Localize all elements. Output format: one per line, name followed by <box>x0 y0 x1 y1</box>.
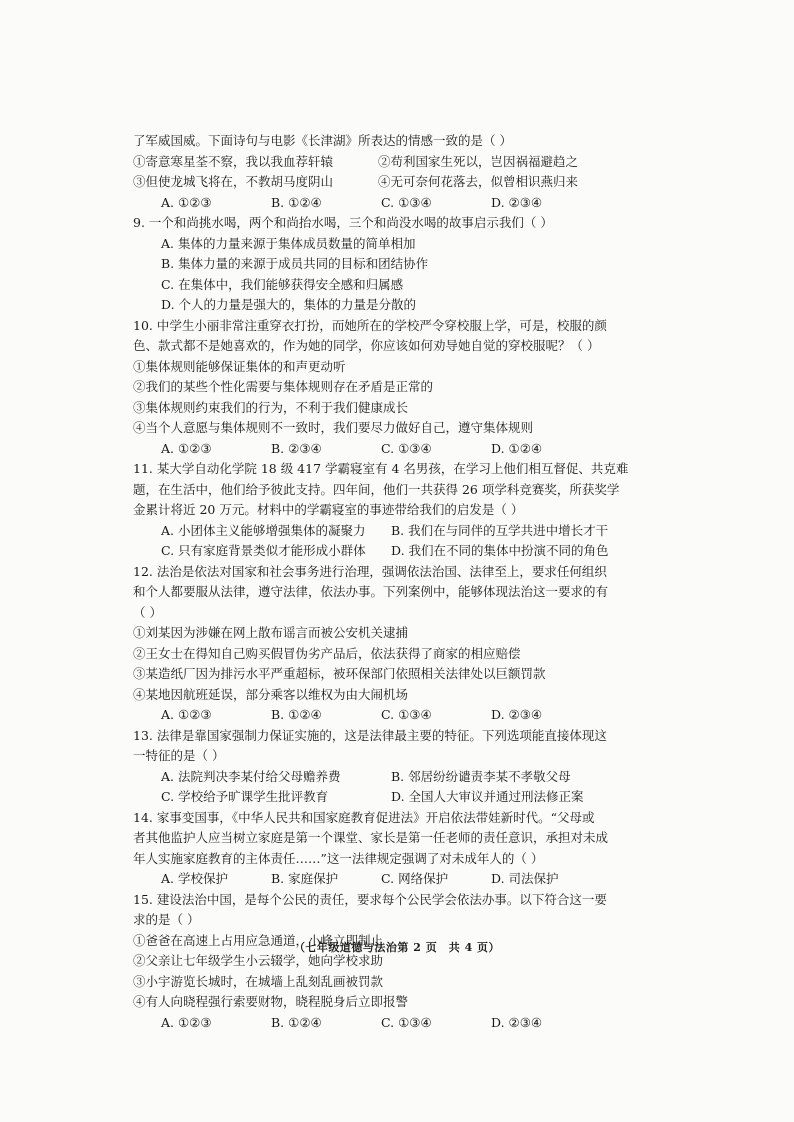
q15-option-a[interactable]: A. ①②③ <box>161 1014 212 1030</box>
q8-option-b[interactable]: B. ①②④ <box>271 194 322 210</box>
q14-stem-line2: 者其他监护人应当树立家庭是第一个课堂、家长是第一任老师的责任意识，承担对未成 <box>133 830 609 845</box>
q8-items-row1 <box>133 152 663 173</box>
q14-option-c[interactable]: C. 网络保护 <box>381 871 449 886</box>
q9-option-b[interactable]: B. 集体力量的来源于成员共同的目标和团结协作 <box>161 256 429 271</box>
q15-option-c[interactable]: C. ①③④ <box>381 1014 432 1030</box>
q14-stem-line3: 年人实施家庭教育的主体责任……”这一法律规定强调了对未成年人的（ ） <box>133 850 544 866</box>
q15-option-d[interactable]: D. ②③④ <box>491 1014 543 1030</box>
q10-stem-line1: 10. 中学生小丽非常注重穿衣打扮，而她所在的学校严令穿校服上学，可是，校服的颜 <box>133 317 607 333</box>
q12-option-d[interactable]: D. ②③④ <box>491 707 543 722</box>
q11-options-row2 <box>133 541 663 562</box>
q15-item-1: ①爸爸在高速上占用应急通道，小峰立即制止 <box>133 932 384 948</box>
q10-stem-line2: 色、款式都不是她喜欢的，作为她的同学，你应该如何劝导她自觉的穿校服呢？（ ） <box>133 338 600 353</box>
q11-options-row1 <box>133 521 663 542</box>
q9-stem: 9. 一个和尚挑水喝，两个和尚抬水喝，三个和尚没水喝的故事启示我们（ ） <box>133 215 553 230</box>
q15-options <box>133 1013 663 1034</box>
q10-item-2: ②我们的某些个性化需要与集体规则存在矛盾是正常的 <box>133 379 434 394</box>
q8-item-1: ①寄意寒星荃不察，我以我血荐轩辕 <box>133 153 334 169</box>
q13-option-c[interactable]: C. 学校给予旷课学生批评教育 <box>161 789 329 804</box>
q10-options <box>133 439 663 460</box>
q14-option-d[interactable]: D. 司法保护 <box>491 871 559 886</box>
q11-stem-line1: 11. 某大学自动化学院 18 级 417 学霸寝室有 4 名男孩，在学习上他们相互督促、共克难 <box>133 461 629 476</box>
q10-item-4: ④当个人意愿与集体规则不一致时，我们要尽力做好自己，遵守集体规则 <box>133 420 534 435</box>
q12-item-2: ②王女士在得知自己购买假冒伪劣产品后，依法获得了商家的相应赔偿 <box>133 645 521 661</box>
q8-stem: 了军威国威。下面诗句与电影《长津湖》所表达的情感一致的是（ ） <box>133 133 512 148</box>
q12-item-3: ③某造纸厂因为排污水平严重超标，被环保部门依照相关法律处以巨额罚款 <box>133 666 546 681</box>
q13-options-row1 <box>133 767 663 788</box>
q8-options <box>133 193 663 214</box>
q12-stem-line3: （ ） <box>133 604 162 620</box>
q15-option-b[interactable]: B. ①②④ <box>271 1014 322 1030</box>
q10-item-1: ①集体规则能够保证集体的和声更动听 <box>133 358 346 374</box>
q10-item-3: ③集体规则约束我们的行为，不利于我们健康成长 <box>133 399 409 415</box>
q9-option-d[interactable]: D. 个人的力量是强大的，集体的力量是分散的 <box>161 297 417 312</box>
q11-option-b[interactable]: B. 我们在与同伴的互学共进中增长才干 <box>391 522 609 538</box>
q14-option-a[interactable]: A. 学校保护 <box>161 871 228 886</box>
q15-stem-line2: 求的是（ ） <box>133 912 200 927</box>
q11-option-a[interactable]: A. 小团体主义能够增强集体的凝聚力 <box>161 522 366 538</box>
q13-option-d[interactable]: D. 全国人大审议并通过刑法修正案 <box>391 789 584 804</box>
q12-option-b[interactable]: B. ①②④ <box>271 707 322 722</box>
q8-item-4: ④无可奈何花落去，似曾相识燕归来 <box>378 174 579 189</box>
q15-stem-line1: 15. 建设法治中国，是每个公民的责任，要求每个公民学会依法办事。以下符合这一要 <box>133 891 607 907</box>
q15-item-4: ④有人向晓程强行索要财物，晓程脱身后立即报警 <box>133 994 409 1009</box>
q8-option-d[interactable]: D. ②③④ <box>491 194 543 210</box>
q13-option-b[interactable]: B. 邻居纷纷谴责李某不孝敬父母 <box>391 768 571 784</box>
q8-item-3: ③但使龙城飞将在，不教胡马度阴山 <box>133 174 334 189</box>
q12-option-a[interactable]: A. ①②③ <box>161 707 212 722</box>
q12-item-1: ①刘某因为涉嫌在网上散布谣言而被公安机关逮捕 <box>133 625 409 640</box>
q14-stem-line1: 14. 家事变国事，《中华人民共和国家庭教育促进法》开启依法带娃新时代。“父母或 <box>133 809 595 825</box>
q13-stem-line1: 13. 法律是靠国家强制力保证实施的，这是法律最主要的特征。下列选项能直接体现这 <box>133 727 607 743</box>
q15-item-2: ②父亲让七年级学生小云辍学，她向学校求助 <box>133 953 384 968</box>
q8-option-a[interactable]: A. ①②③ <box>161 194 212 210</box>
q15-item-3: ③小宇游览长城时，在城墙上乱刻乱画被罚款 <box>133 973 384 989</box>
q10-option-d[interactable]: D. ①②④ <box>491 440 543 456</box>
q12-item-4: ④某地因航班延误，部分乘客以维权为由大闹机场 <box>133 686 409 702</box>
q8-option-c[interactable]: C. ①③④ <box>381 194 432 210</box>
q13-options-row2 <box>133 787 663 808</box>
q14-option-b[interactable]: B. 家庭保护 <box>271 871 339 886</box>
q10-option-a[interactable]: A. ①②③ <box>161 440 212 456</box>
q12-stem-line1: 12. 法治是依法对国家和社会事务进行治理，强调依法治国、法律至上，要求任何组织 <box>133 563 607 579</box>
q12-stem-line2: 和个人都要服从法律，遵守法律，依法办事。下列案例中，能够体现法治这一要求的有 <box>133 584 609 599</box>
q10-option-b[interactable]: B. ②③④ <box>271 440 322 456</box>
q11-stem-line3: 金累计将近 20 万元。材料中的学霸寝室的事迹带给我们的启发是（ ） <box>133 502 524 517</box>
q13-stem-line2: 一特征的是（ ） <box>133 748 225 763</box>
q11-option-d[interactable]: D. 我们在不同的集体中扮演不同的角色 <box>391 543 609 558</box>
q8-items-row2 <box>133 172 663 193</box>
q9-option-c[interactable]: C. 在集体中，我们能够获得安全感和归属感 <box>161 276 404 292</box>
q13-option-a[interactable]: A. 法院判决李某付给父母赡养费 <box>161 768 341 784</box>
q14-options <box>133 869 663 890</box>
q9-option-a[interactable]: A. 集体的力量来源于集体成员数量的简单相加 <box>161 235 416 251</box>
page-footer: （七年级道德与法治第 2 页 共 4 页） <box>293 941 501 954</box>
q10-option-c[interactable]: C. ①③④ <box>381 440 432 456</box>
q11-stem-line2: 题，在生活中，他们给予彼此支持。四年间，他们一共获得 26 项学科竞赛奖，所获奖学 <box>133 481 620 497</box>
question-content <box>133 131 663 1033</box>
q11-option-c[interactable]: C. 只有家庭背景类似才能形成小群体 <box>161 543 366 558</box>
q12-option-c[interactable]: C. ①③④ <box>381 707 432 722</box>
q8-item-2: ②苟利国家生死以，岂因祸福避趋之 <box>378 153 579 169</box>
q12-options <box>133 705 663 726</box>
